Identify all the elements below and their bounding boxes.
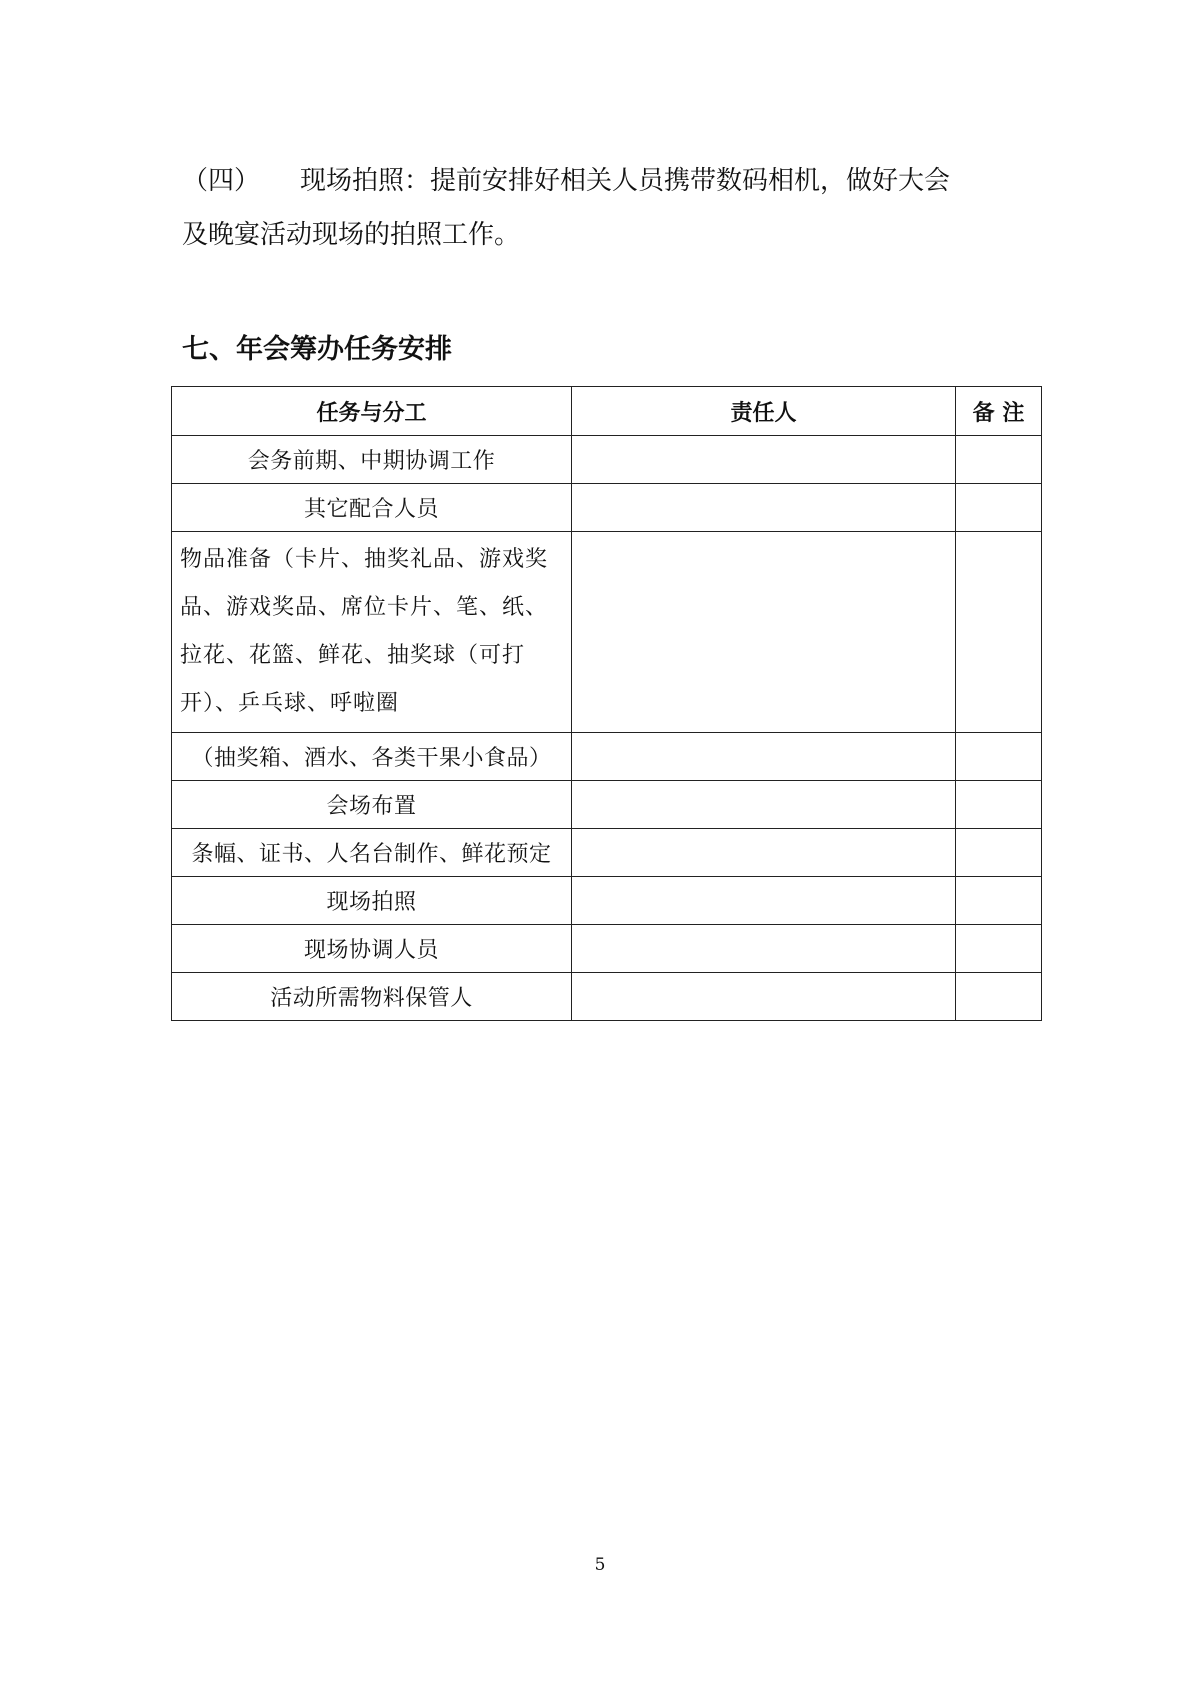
notes-cell	[956, 973, 1042, 1021]
task-cell: （抽奖箱、酒水、各类干果小食品）	[172, 733, 572, 781]
task-table	[171, 386, 1042, 1021]
task-cell: 会场布置	[172, 781, 572, 829]
notes-cell	[956, 733, 1042, 781]
task-cell: 物品准备（卡片、抽奖礼品、游戏奖品、游戏奖品、席位卡片、笔、纸、拉花、花篮、鲜花、抽奖球（可打开）、乒乓球、呼啦圈	[172, 532, 572, 733]
owner-cell	[572, 781, 956, 829]
owner-cell	[572, 829, 956, 877]
owner-cell	[572, 436, 956, 484]
notes-cell	[956, 532, 1042, 733]
page-number: 5	[594, 1555, 606, 1575]
paragraph-lead: （四）	[182, 166, 261, 196]
notes-cell	[956, 484, 1042, 532]
paragraph-text-1: 现场拍照：提前安排好相关人员携带数码相机，做好大会	[300, 166, 951, 196]
section-title: 七、年会筹办任务安排	[182, 334, 452, 365]
owner-cell	[572, 733, 956, 781]
task-cell: 活动所需物料保管人	[172, 973, 572, 1021]
notes-cell	[956, 877, 1042, 925]
task-cell: 其它配合人员	[172, 484, 572, 532]
table-row	[172, 925, 1042, 973]
notes-cell	[956, 781, 1042, 829]
paragraph-line-2	[182, 208, 1022, 262]
paragraph-text-2: 及晚宴活动现场的拍照工作。	[182, 220, 521, 250]
header-notes: 备 注	[956, 387, 1042, 436]
header-owner: 责任人	[572, 387, 956, 436]
table-row	[172, 877, 1042, 925]
header-task: 任务与分工	[172, 387, 572, 436]
task-cell: 条幅、证书、人名台制作、鲜花预定	[172, 829, 572, 877]
table-row	[172, 829, 1042, 877]
notes-cell	[956, 829, 1042, 877]
owner-cell	[572, 973, 956, 1021]
owner-cell	[572, 877, 956, 925]
table-row	[172, 436, 1042, 484]
owner-cell	[572, 925, 956, 973]
notes-cell	[956, 436, 1042, 484]
task-cell: 现场拍照	[172, 877, 572, 925]
task-cell: 现场协调人员	[172, 925, 572, 973]
paragraph-line-1	[182, 154, 1022, 208]
table-row	[172, 733, 1042, 781]
owner-cell	[572, 484, 956, 532]
table-row	[172, 484, 1042, 532]
table-header-row	[172, 387, 1042, 436]
task-cell: 会务前期、中期协调工作	[172, 436, 572, 484]
table-row	[172, 532, 1042, 733]
owner-cell	[572, 532, 956, 733]
table-row	[172, 973, 1042, 1021]
notes-cell	[956, 925, 1042, 973]
table-row	[172, 781, 1042, 829]
